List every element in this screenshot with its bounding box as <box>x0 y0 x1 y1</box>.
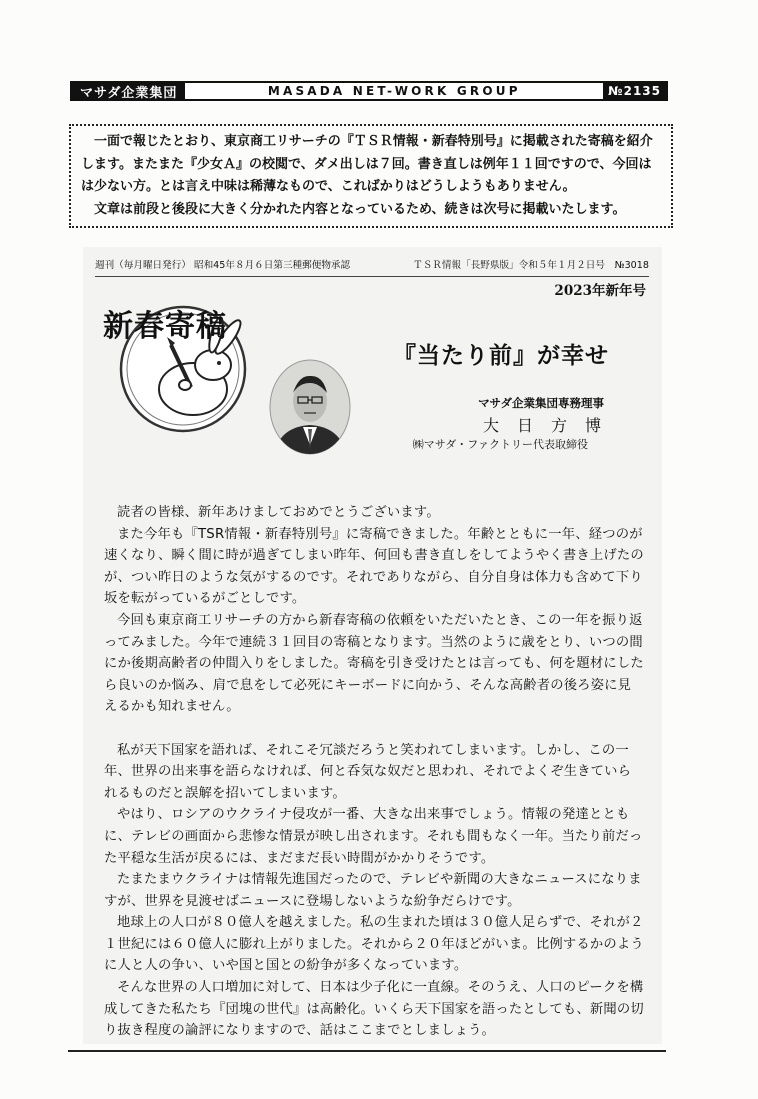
bottom-rule <box>68 1050 666 1052</box>
newsletter-scan <box>83 247 662 1044</box>
author-company: ㈱マサダ・ファクトリー代表取締役 <box>412 438 588 451</box>
column-title: 新春寄稿 <box>103 309 227 344</box>
article-headline: 『当たり前』が幸せ <box>393 342 609 369</box>
article-paragraph: 地球上の人口が８０億人を越えました。私の生まれた頃は３０億人足らずで、それが２１世紀には６０億人に膨れ上がりました。それから２０年ほどがいま。比例するかのように人と人の争い、いや国と国との紛争が多くなっています。 <box>104 915 644 974</box>
article-paragraph: やはり、ロシアのウクライナ侵攻が一番、大きな出来事でしょう。情報の発達とともに、テレビの画面から悲惨な情景が映し出されます。それも間もなく一年。当たり前だった平穏な生活が戻るには、まだまだ長い時間がかかりそうです。 <box>104 807 643 866</box>
group-name-jp: マサダ企業集団 <box>72 83 185 99</box>
article-body <box>104 502 644 1042</box>
paragraph-gap <box>104 718 644 740</box>
article-paragraph: また今年も『TSR情報・新春特別号』に寄稿できました。年齢とともに一年、経つのが速くなり、瞬く間に時が過ぎてしまい昨年、何回も書き直しをしてようやく書き上げたのが、つい昨日のような気がするのです。それでありながら、自分自身は体力も含めて下り坂を転がっているがごとしです。 <box>104 526 644 607</box>
article-paragraph: 読者の皆様、新年あけましておめでとうございます。 <box>117 505 440 520</box>
article-paragraph: 私が天下国家を語れば、それこそ冗談だろうと笑われてしまいます。しかし、この一年、世界の出来事を語らなければ、何と呑気な奴だと思われ、それでよくぞ生きていられるものだと誤解を招いてしまいます。 <box>104 742 632 801</box>
masthead-right: ＴＳＲ情報「長野県版」令和５年１月２日号 №3018 <box>413 260 649 271</box>
issue-number: №2135 <box>603 83 666 99</box>
group-name-en: MASADA NET-WORK GROUP <box>267 84 521 98</box>
edition-label: 2023年新年号 <box>554 283 646 299</box>
article-paragraph: 今回も東京商工リサーチの方から新春寄稿の依頼をいただいたとき、この一年を振り返ってみました。今年で連続３１回目の寄稿となります。当然のように歳をとり、いつの間にか後期高齢者の仲間入りをしました。寄稿を引き受けたとは言っても、何を題材にしたら良いのか悩み、肩で息をして必死にキーボードに向かう、そんな高齢者の後ろ姿に見えるかも知れません。 <box>104 612 644 715</box>
masthead-left: 週刊（毎月曜日発行） 昭和45年８月６日第三種郵便物承認 <box>95 260 351 271</box>
newsletter-header-band <box>70 81 668 101</box>
intro-line: 文章は前段と後段に大きく分かれた内容となっているため、続きは次号に掲載いたします。 <box>94 201 626 217</box>
author-name: 大日方博 <box>483 416 620 435</box>
author-portrait <box>269 359 351 455</box>
intro-line: 一面で報じたとおり、東京商工リサーチの『ＴＳＲ情報・新春特別号』に掲載された寄稿を紹介 <box>94 134 653 149</box>
article-paragraph: そんな世界の人口増加に対して、日本は少子化に一直線。そのうえ、人口のピークを構成してきた私たち『団塊の世代』は高齢化。いくら天下国家を語ったとしても、新聞の切り抜き程度の論評になりますので、話はここまでとしましょう。 <box>104 980 644 1039</box>
article-paragraph: たまたまウクライナは情報先進国だったので、テレビや新聞の大きなニュースになりますが、世界を見渡せばニュースに登場しないような紛争だらけです。 <box>104 872 642 909</box>
intro-note <box>69 124 673 228</box>
author-role: マサダ企業集団専務理事 <box>478 396 604 410</box>
intro-line: は少ない方。とは言え中味は稀薄なもので、こればかりはどうしようもありません。 <box>81 179 576 194</box>
intro-line: します。またまた『少女Ａ』の校閲で、ダメ出しは７回。書き直しは例年１１回ですので、今回は <box>81 156 652 172</box>
masthead <box>95 255 649 277</box>
